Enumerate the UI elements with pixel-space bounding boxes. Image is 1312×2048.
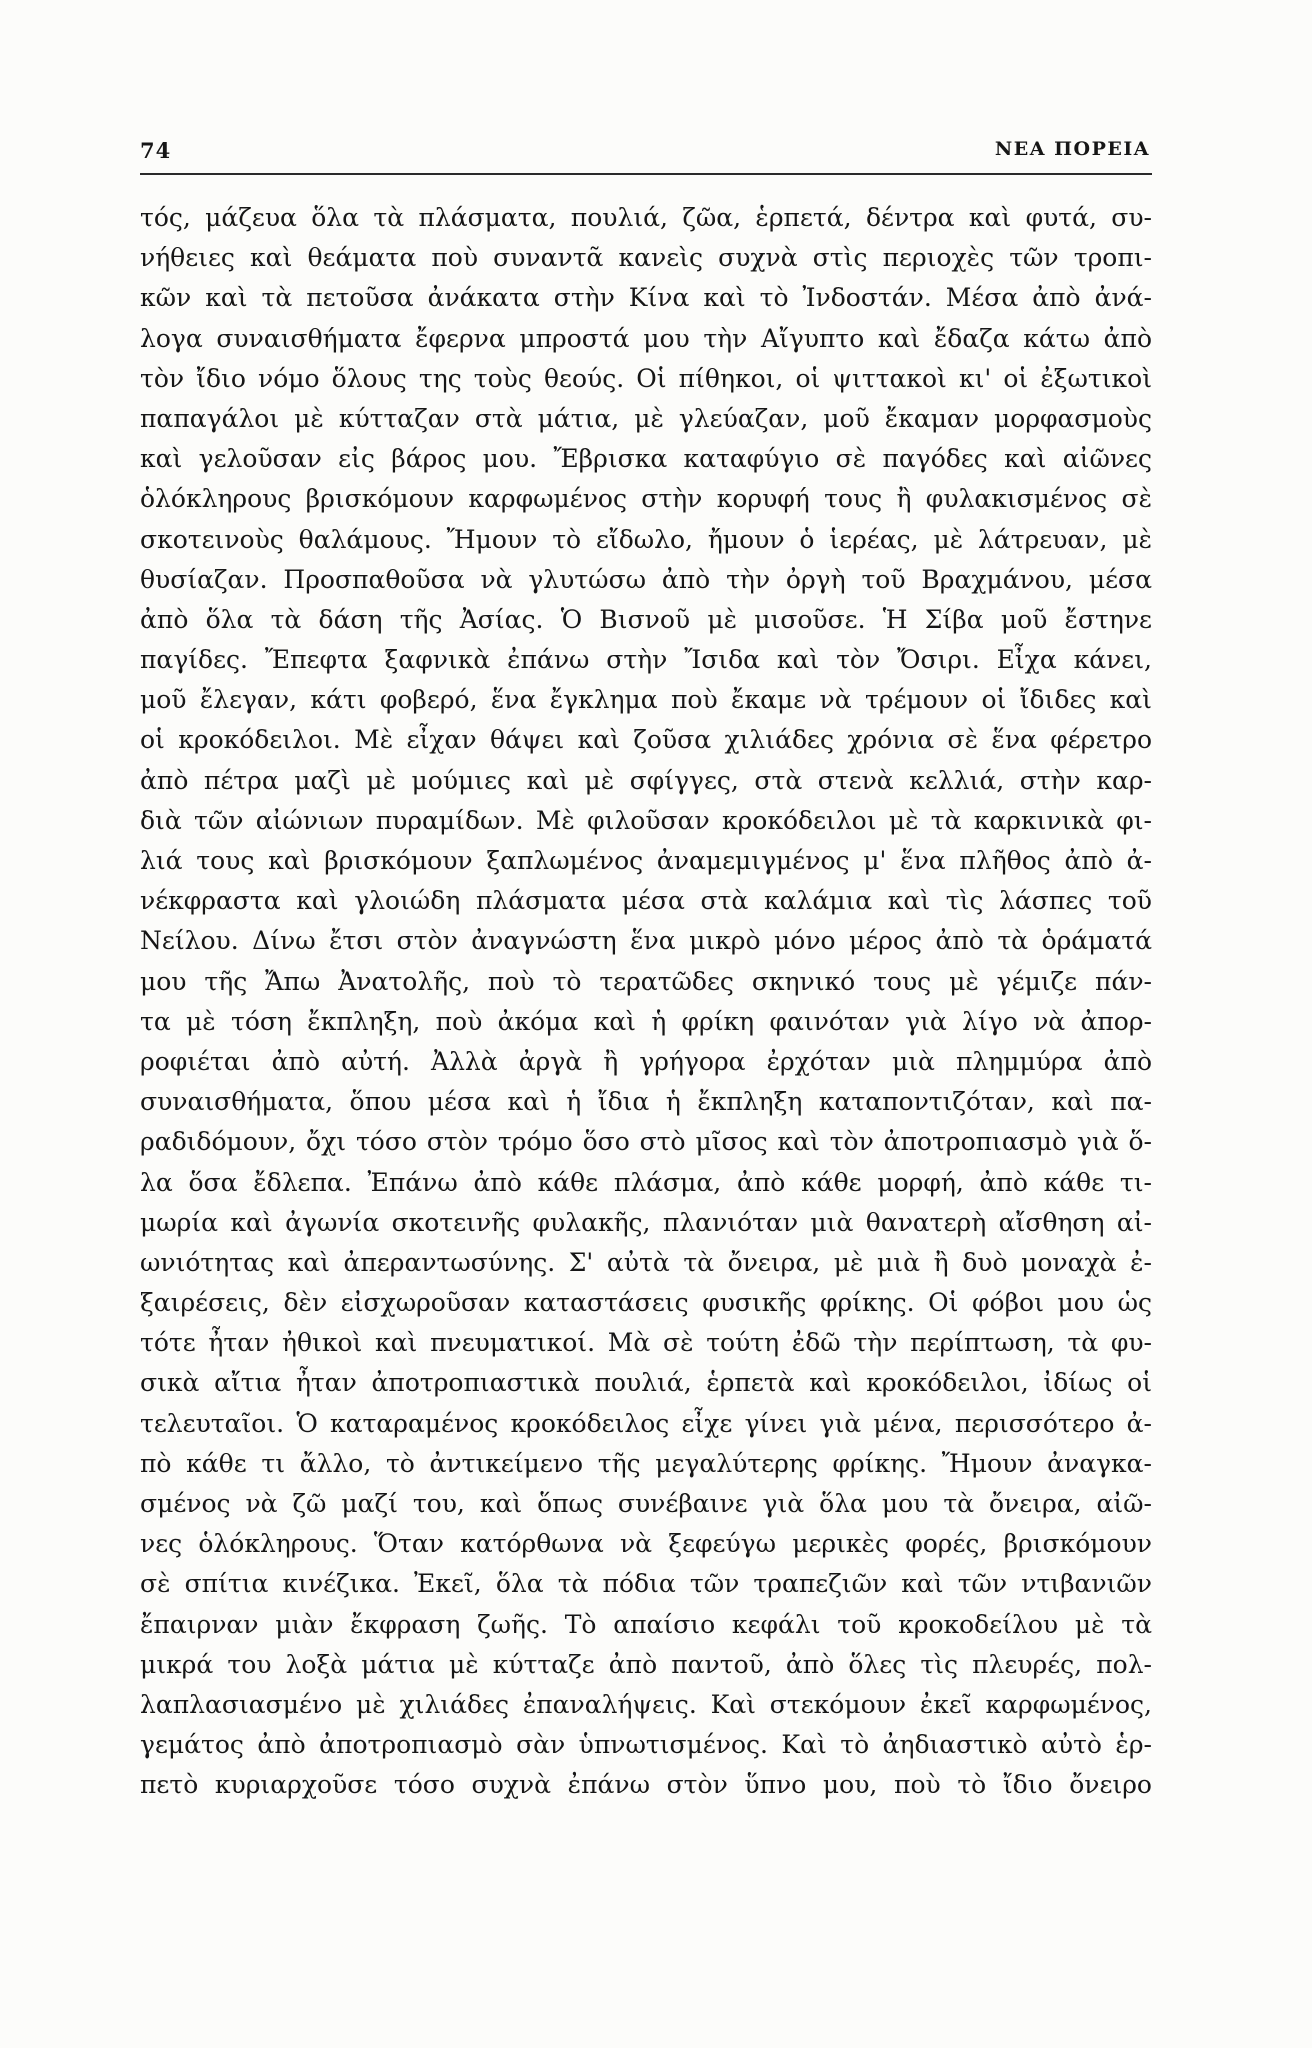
- text-line: μοῦ ἔλεγαν, κάτι φοβερό, ἕνα ἔγκλημα ποὺ ἔκαμε νὰ τρέμουν οἱ ἴδιδες καὶ: [140, 685, 1152, 715]
- body-text: [140, 198, 1152, 1806]
- text-line: κῶν καὶ τὰ πετοῦσα ἀνάκατα στὴν Κίνα καὶ τὸ Ἰνδοστάν. Μέσα ἀπὸ ἀνά-: [140, 283, 1152, 313]
- text-line: σκοτεινοὺς θαλάμους. Ἤμουν τὸ εἴδωλο, ἤμουν ὁ ἱερέας, μὲ λάτρευαν, μὲ: [140, 524, 1152, 554]
- text-line: ξαιρέσεις, δὲν εἰσχωροῦσαν καταστάσεις φυσικῆς φρίκης. Οἱ φόβοι μου ὡς: [140, 1288, 1152, 1318]
- page-header: [140, 138, 1150, 170]
- text-line: μωρία καὶ ἀγωνία σκοτεινῆς φυλακῆς, πλανιόταν μιὰ θανατερὴ αἴσθηση αἰ-: [140, 1207, 1152, 1237]
- text-line: παπαγάλοι μὲ κύτταζαν στὰ μάτια, μὲ γλεύαζαν, μοῦ ἔκαμαν μορφασμοὺς: [140, 403, 1152, 433]
- text-line: σὲ σπίτια κινέζικα. Ἐκεῖ, ὅλα τὰ πόδια τῶν τραπεζιῶν καὶ τῶν ντιβανιῶν: [140, 1569, 1152, 1599]
- text-line: λιά τους καὶ βρισκόμουν ξαπλωμένος ἀναμεμιγμένος μ' ἕνα πλῆθος ἀπὸ ἀ-: [140, 846, 1152, 875]
- text-line: πὸ κάθε τι ἄλλο, τὸ ἀντικείμενο τῆς μεγαλύτερης φρίκης. Ἤμουν ἀναγκα-: [140, 1448, 1152, 1478]
- text-line: ραδιδόμουν, ὄχι τόσο στὸν τρόμο ὅσο στὸ μῖσος καὶ τὸν ἀποτροπιασμὸ γιὰ ὅ-: [140, 1127, 1152, 1157]
- text-line: μικρά του λοξὰ μάτια μὲ κύτταζε ἀπὸ παντοῦ, ἀπὸ ὅλες τὶς πλευρές, πολ-: [140, 1649, 1152, 1679]
- text-line: ὁλόκληρους βρισκόμουν καρφωμένος στὴν κορυφή τους ἢ φυλακισμένος σὲ: [140, 484, 1152, 514]
- text-line: νες ὁλόκληρους. Ὅταν κατόρθωνα νὰ ξεφεύγω μερικὲς φορές, βρισκόμουν: [140, 1529, 1152, 1559]
- text-line: νήθειες καὶ θεάματα ποὺ συναντᾶ κανεὶς συχνὰ στὶς περιοχὲς τῶν τροπι-: [140, 243, 1152, 273]
- text-line: Νείλου. Δίνω ἔτσι στὸν ἀναγνώστη ἕνα μικρὸ μόνο μέρος ἀπὸ τὰ ὁράματά: [140, 926, 1152, 956]
- text-line: θυσίαζαν. Προσπαθοῦσα νὰ γλυτώσω ἀπὸ τὴν ὀργὴ τοῦ Βραχμάνου, μέσα: [140, 564, 1152, 594]
- text-line: τότε ἦταν ἠθικοὶ καὶ πνευματικοί. Μὰ σὲ τούτη ἐδῶ τὴν περίπτωση, τὰ φυ-: [140, 1328, 1152, 1358]
- text-line: λα ὅσα ἔδλεπα. Ἐπάνω ἀπὸ κάθε πλάσμα, ἀπὸ κάθε μορφή, ἀπὸ κάθε τι-: [140, 1167, 1152, 1197]
- text-line: τὸν ἴδιο νόμο ὅλους της τοὺς θεούς. Οἱ πίθηκοι, οἱ ψιττακοὶ κι' οἱ ἐξωτικοὶ: [140, 363, 1152, 393]
- text-line: σμένος νὰ ζῶ μαζί του, καὶ ὅπως συνέβαινε γιὰ ὅλα μου τὰ ὄνειρα, αἰῶ-: [140, 1489, 1152, 1518]
- text-line: γεμάτος ἀπὸ ἀποτροπιασμὸ σὰν ὑπνωτισμένος. Καὶ τὸ ἀηδιαστικὸ αὐτὸ ἑρ-: [140, 1730, 1152, 1760]
- text-line: παγίδες. Ἔπεφτα ξαφνικὰ ἐπάνω στὴν Ἴσιδα καὶ τὸν Ὄσιρι. Εἶχα κάνει,: [140, 645, 1152, 675]
- text-line: μου τῆς Ἄπω Ἀνατολῆς, ποὺ τὸ τερατῶδες σκηνικό τους μὲ γέμιζε πάν-: [140, 966, 1152, 996]
- text-line: συναισθήματα, ὅπου μέσα καὶ ἡ ἴδια ἡ ἔκπληξη καταποντιζόταν, καὶ πα-: [140, 1087, 1152, 1117]
- text-line: ἀπὸ ὅλα τὰ δάση τῆς Ἀσίας. Ὁ Βισνοῦ μὲ μισοῦσε. Ἡ Σίβα μοῦ ἔστηνε: [140, 604, 1152, 634]
- text-line: σικὰ αἴτια ἦταν ἀποτροπιαστικὰ πουλιά, ἑρπετὰ καὶ κροκόδειλοι, ἰδίως οἱ: [140, 1368, 1152, 1398]
- text-line: οἱ κροκόδειλοι. Μὲ εἶχαν θάψει καὶ ζοῦσα χιλιάδες χρόνια σὲ ἕνα φέρετρο: [140, 725, 1152, 755]
- text-line: ωνιότητας καὶ ἀπεραντωσύνης. Σ' αὐτὰ τὰ ὄνειρα, μὲ μιὰ ἢ δυὸ μοναχὰ ἐ-: [140, 1247, 1152, 1277]
- text-line: λαπλασιασμένο μὲ χιλιάδες ἐπαναλήψεις. Καὶ στεκόμουν ἐκεῖ καρφωμένος,: [140, 1689, 1152, 1719]
- running-head: ΝΕΑ ΠΟΡΕΙΑ: [994, 138, 1150, 160]
- text-line: λογα συναισθήματα ἔφερνα μπροστά μου τὴν Αἴγυπτο καὶ ἔδαζα κάτω ἀπὸ: [140, 323, 1152, 353]
- text-line: καὶ γελοῦσαν εἰς βάρος μου. Ἔβρισκα καταφύγιο σὲ παγόδες καὶ αἰῶνες: [140, 444, 1152, 474]
- text-line: ἔπαιρναν μιὰν ἔκφραση ζωῆς. Τὸ απαίσιο κεφάλι τοῦ κροκοδείλου μὲ τὰ: [140, 1609, 1152, 1639]
- text-line: τός, μάζευα ὅλα τὰ πλάσματα, πουλιά, ζῶα, ἑρπετά, δέντρα καὶ φυτά, συ-: [140, 203, 1152, 232]
- text-line: διὰ τῶν αἰώνιων πυραμίδων. Μὲ φιλοῦσαν κροκόδειλοι μὲ τὰ καρκινικὰ φι-: [140, 805, 1152, 835]
- header-rule: [140, 173, 1152, 175]
- text-line: νέκφραστα καὶ γλοιώδη πλάσματα μέσα στὰ καλάμια καὶ τὶς λάσπες τοῦ: [140, 886, 1152, 916]
- text-line: τελευταῖοι. Ὁ καταραμένος κροκόδειλος εἶχε γίνει γιὰ μένα, περισσότερο ἀ-: [140, 1408, 1152, 1438]
- text-line: πετὸ κυριαρχοῦσε τόσο συχνὰ ἐπάνω στὸν ὕπνο μου, ποὺ τὸ ἴδιο ὄνειρο: [140, 1770, 1152, 1800]
- text-line: ἀπὸ πέτρα μαζὶ μὲ μούμιες καὶ μὲ σφίγγες, στὰ στενὰ κελλιά, στὴν καρ-: [140, 765, 1152, 795]
- text-line: τα μὲ τόση ἔκπληξη, ποὺ ἀκόμα καὶ ἡ φρίκη φαινόταν γιὰ λίγο νὰ ἀπορ-: [140, 1006, 1152, 1036]
- text-line: ροφιέται ἀπὸ αὐτή. Ἀλλὰ ἀργὰ ἢ γρήγορα ἐρχόταν μιὰ πλημμύρα ἀπὸ: [140, 1046, 1152, 1076]
- page-number: 74: [140, 138, 172, 163]
